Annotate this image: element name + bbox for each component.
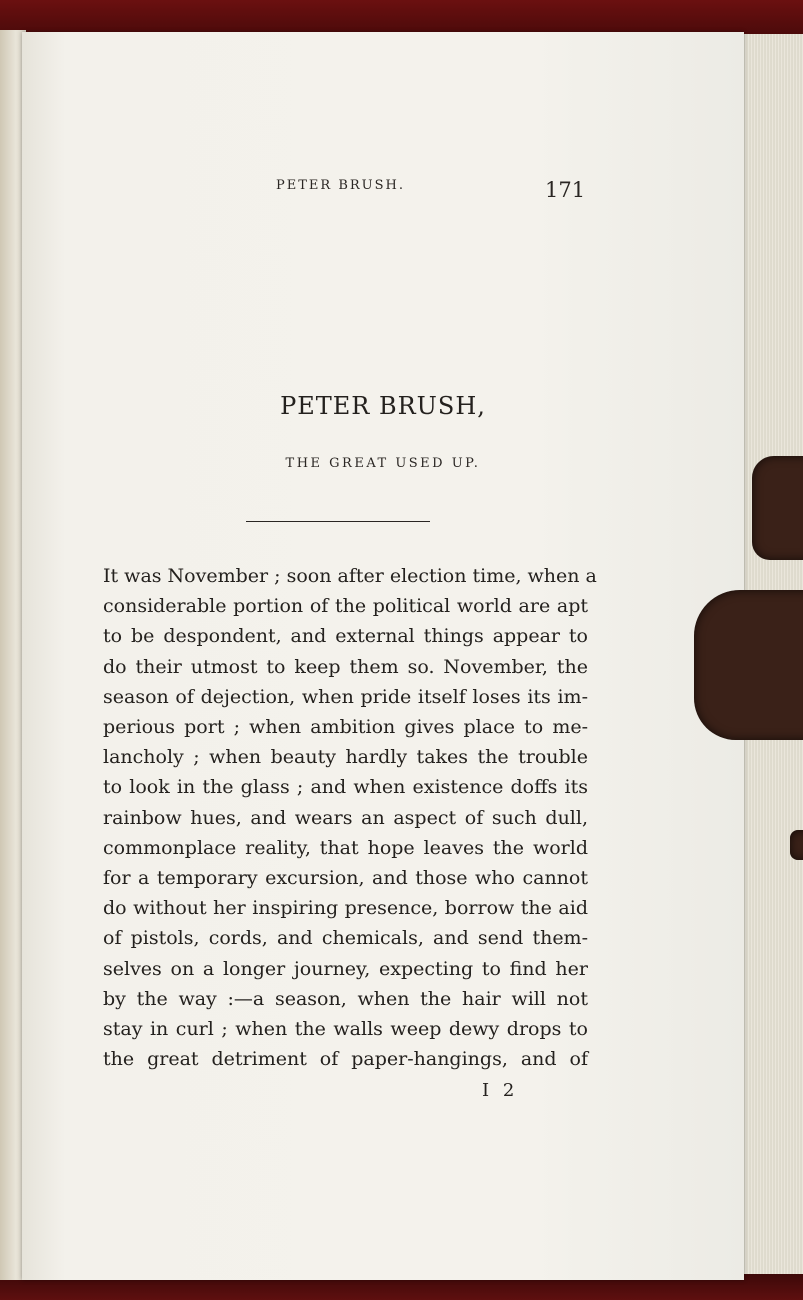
page-number: 171: [545, 178, 586, 202]
text-line: considerable portion of the political world are apt: [103, 595, 588, 618]
book-clip-edge: [790, 830, 803, 860]
text-line: It was November ; soon after election time, when a: [103, 565, 597, 587]
text-line: perious port ; when ambition gives place to me-: [103, 716, 588, 739]
chapter-subtitle: THE GREAT USED UP.: [285, 456, 481, 471]
book-clip-lower: [694, 590, 803, 740]
text-line: rainbow hues, and wears an aspect of such dull,: [103, 806, 588, 829]
signature-mark: I 2: [482, 1080, 519, 1101]
text-line: of pistols, cords, and chemicals, and send them-: [103, 927, 588, 950]
text-line: selves on a longer journey, expecting to find her: [103, 957, 588, 980]
background-top: [0, 0, 803, 36]
text-line: to look in the glass ; and when existence doffs its: [103, 776, 588, 799]
text-line: do their utmost to keep them so. November, the: [103, 655, 588, 678]
chapter-title: PETER BRUSH,: [280, 392, 486, 420]
running-head: PETER BRUSH.: [276, 178, 405, 193]
text-line: commonplace reality, that hope leaves the world: [103, 836, 588, 859]
text-line: season of dejection, when pride itself loses its im-: [103, 685, 588, 708]
title-rule: [246, 521, 430, 522]
text-line: by the way :—a season, when the hair will not: [103, 987, 588, 1010]
text-line: do without her inspiring presence, borrow the aid: [103, 897, 588, 920]
text-line: to be despondent, and external things appear to: [103, 625, 588, 648]
text-line: for a temporary excursion, and those who cannot: [103, 867, 588, 890]
book-clip-upper: [752, 456, 803, 560]
text-line: stay in curl ; when the walls weep dewy drops to: [103, 1018, 588, 1041]
body-text: [103, 561, 597, 1074]
text-line: the great detriment of paper-hangings, and of: [103, 1048, 588, 1071]
text-line: lancholy ; when beauty hardly takes the trouble: [103, 746, 588, 769]
